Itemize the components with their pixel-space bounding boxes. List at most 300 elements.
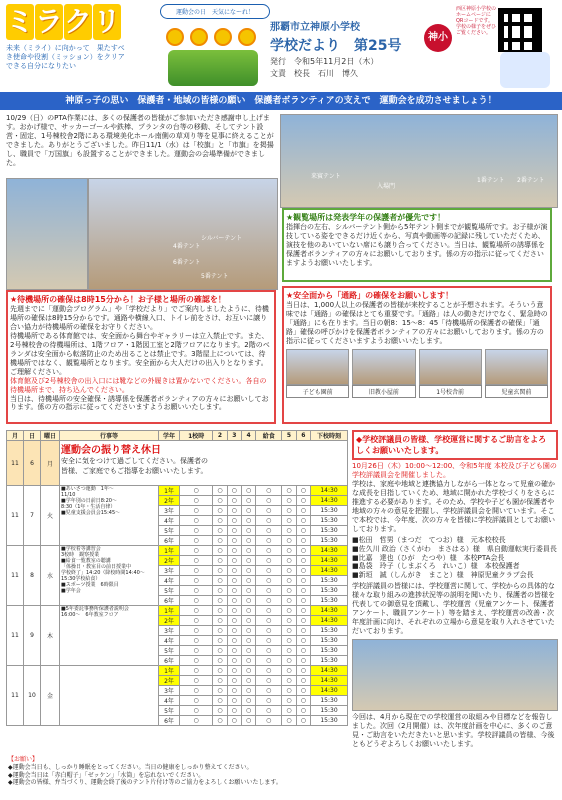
cell-day: 8 (24, 546, 41, 606)
cell-mark: ○ (227, 676, 241, 686)
cell-grade: 4年 (159, 516, 180, 526)
newsletter-title: 学校だより 第25号 (270, 38, 402, 54)
cell-mark: ○ (180, 686, 213, 696)
main-banner: 神原っ子の思い 保護者・地域の皆様の願い 保護者ボランティアの支えで 運動会を成功させましょう！ (0, 92, 562, 110)
cell-weekday: 水 (41, 546, 60, 606)
cell-mark: ○ (296, 576, 310, 586)
schedule-grade-row (7, 606, 348, 616)
passage-photo (419, 349, 482, 398)
author: 文責 校長 石川 博久 (270, 69, 358, 79)
event-line: 学校終了」14:20（降校時間14:40～15:30学校給食） (61, 570, 145, 582)
cell-grade: 2年 (159, 556, 180, 566)
cell-mark: ○ (213, 516, 227, 526)
cell-mark: ○ (227, 716, 241, 726)
photo-caption: 1号校舎前 (419, 385, 482, 398)
cell-dismissal: 15:30 (311, 636, 348, 646)
col-header: 2 (213, 431, 227, 441)
logo-char: ク (64, 5, 93, 38)
cell-grade: 2年 (159, 496, 180, 506)
cell-mark: ○ (296, 666, 310, 676)
cell-mark: ○ (256, 536, 282, 546)
note-item: ◆運動会の皆様、弁当づくり、運動会終了後のテント片付け等のご協力をよろしくお願いいたします。 (8, 779, 282, 787)
cell-mark: ○ (180, 556, 213, 566)
cell-mark: ○ (213, 716, 227, 726)
cell-mark: ○ (241, 506, 255, 516)
passage-photo (286, 349, 349, 398)
cell-mark: ○ (213, 646, 227, 656)
council-body: 学校は、家庭や地域と連携協力しながら一体となって児童の確かな成長を目指していくため、地域に開かれた学校づくりをさらに推進する必要があります。そのため、学校や子ども園が保護者や地域の方々の意見を把握し、学校評議員会を開いています。そこで本校では、今年度、次の方々を皆様に学校評議員としてお願いしております。 (352, 479, 555, 533)
cell-weekday: 月 (41, 441, 60, 486)
cell-mark: ○ (227, 656, 241, 666)
cell-mark: ○ (180, 616, 213, 626)
school-stamp-icon: 神小 (424, 24, 452, 52)
cell-mark: ○ (296, 566, 310, 576)
cell-mark: ○ (241, 646, 255, 656)
member-item: ■比嘉 達也（ひが たつや）様 本校PTA会長 (352, 553, 505, 562)
cell-mark: ○ (296, 706, 310, 716)
cell-grade: 6年 (159, 656, 180, 666)
cell-grade: 6年 (159, 596, 180, 606)
sunflower-icon (238, 28, 256, 46)
sunflowers (166, 28, 256, 46)
map-label: 入場門 (377, 183, 396, 190)
cell-dismissal: 15:30 (311, 526, 348, 536)
cell-mark: ○ (282, 706, 296, 716)
cell-mark: ○ (282, 546, 296, 556)
cell-mark: ○ (213, 686, 227, 696)
cell-grade: 5年 (159, 646, 180, 656)
school-name: 那覇市立神原小学校 (270, 22, 360, 33)
note-title: 【お願い】 (8, 756, 39, 763)
cell-dismissal: 15:30 (311, 576, 348, 586)
col-header: 4 (241, 431, 255, 441)
cell-mark: ○ (296, 586, 310, 596)
cell-mark: ○ (241, 536, 255, 546)
cell-mark: ○ (213, 556, 227, 566)
col-header: 日 (24, 431, 41, 441)
holiday-cell (60, 441, 348, 486)
photo-tents (280, 114, 558, 208)
cell-mark: ○ (213, 656, 227, 666)
event-line: ■学年会 (61, 588, 81, 594)
cell-mark: ○ (241, 686, 255, 696)
map-label: シルバーテント (201, 235, 243, 242)
cell-mark: ○ (282, 646, 296, 656)
schedule-section (6, 430, 348, 726)
cell-mark: ○ (241, 696, 255, 706)
waiting-area-text-2: 待機場所である体育館では、安全面から舞台やギャラリーは立入禁止です。また、2号棟校舎の待機場所は、1階フロア・1階図工室と2階フロアになります。2階のベランダは安全面から転落防止のため出ることは禁止です。3階屋上については、待機場所ではなく、観覧場所となります。安全面から大人だけの出入りとなります。ご理解ください。 (10, 331, 270, 376)
cell-mark: ○ (227, 686, 241, 696)
cell-mark: ○ (282, 626, 296, 636)
cell-mark: ○ (256, 706, 282, 716)
cell-mark: ○ (282, 536, 296, 546)
cell-weekday: 火 (41, 486, 60, 546)
cell-mark: ○ (213, 596, 227, 606)
cell-mark: ○ (227, 566, 241, 576)
schedule-day-row (7, 441, 348, 486)
cell-grade: 5年 (159, 706, 180, 716)
cell-dismissal: 14:30 (311, 556, 348, 566)
cell-dismissal: 15:30 (311, 706, 348, 716)
cell-month: 11 (7, 441, 24, 486)
cell-mark: ○ (241, 596, 255, 606)
cell-mark: ○ (241, 516, 255, 526)
cell-mark: ○ (227, 506, 241, 516)
cell-mark: ○ (180, 566, 213, 576)
cell-dismissal: 15:30 (311, 626, 348, 636)
cell-mark: ○ (282, 506, 296, 516)
cell-mark: ○ (282, 656, 296, 666)
cell-mark: ○ (256, 666, 282, 676)
cell-mark: ○ (227, 666, 241, 676)
cell-mark: ○ (282, 566, 296, 576)
cell-mark: ○ (296, 656, 310, 666)
passage-text: 当日は、1,000人以上の保護者の皆様が来校することが予想されます。そういう意味では「通路」の確保はとても重要です。「通路」は人の動きだけでなく、緊急時の「通路」にも在ります。当日の朝8：15～8：45「待機場所の保護者の確保」「通路」確保の呼びかけを保護者ボランティアの方々にお願いしております。係の方の指示に従ってくださいますようお願いいたします。 (286, 301, 548, 345)
sunflower-icon (190, 28, 208, 46)
cell-mark: ○ (213, 486, 227, 496)
map-label: 4番テント (173, 243, 201, 250)
map-label: 6番テント (173, 259, 201, 266)
event-line: ■学校着等講習会 (61, 546, 101, 552)
cell-mark: ○ (213, 586, 227, 596)
issue-date: 発行 令和5年11月2日（木） (270, 57, 379, 66)
cell-grade: 5年 (159, 586, 180, 596)
cell-events (60, 546, 159, 606)
cell-day: 10 (24, 666, 41, 726)
viewing-area-text: 指揮台の左右、シルバーテント側から5年テント側までが観覧場所です。お子様が演技している姿をできるだけ近くから、写真や動画等の記録に残していただくため、演技を他のあいていない席にも譲り合ってください。当日は、観覧場所の誘導係を保護者ボランティアの方々にお願いしております。係の方の指示に従ってくださいますようお願いいたします。 (286, 223, 548, 267)
cell-mark: ○ (282, 636, 296, 646)
event-line: 8:30（1年・生活自律） (61, 504, 116, 510)
cell-mark: ○ (296, 616, 310, 626)
map-label: 1番テント (477, 177, 505, 184)
cell-grade: 1年 (159, 486, 180, 496)
cell-mark: ○ (180, 636, 213, 646)
cell-mark: ○ (227, 536, 241, 546)
cell-mark: ○ (282, 716, 296, 726)
cell-grade: 1年 (159, 606, 180, 616)
cell-mark: ○ (213, 496, 227, 506)
cell-mark: ○ (282, 666, 296, 676)
sunflower-icon (214, 28, 232, 46)
cell-mark: ○ (227, 606, 241, 616)
cell-dismissal: 15:30 (311, 516, 348, 526)
cell-dismissal: 14:30 (311, 666, 348, 676)
cell-mark: ○ (296, 496, 310, 506)
cell-dismissal: 15:30 (311, 586, 348, 596)
map-label: 2番テント (517, 177, 545, 184)
flower-field-illustration (168, 50, 258, 86)
cell-mark: ○ (180, 656, 213, 666)
council-body-3: 今回は、4月から現在での学校運営の取組みや目標などを報告しました。次回（2月開催）は、次年度計画を中心に、多くのご意見・ご助言をいただきたいと思います。学校評議員の皆様、今後ともどうぞよろしくお願いいたします。 (352, 713, 555, 748)
cell-mark: ○ (256, 506, 282, 516)
cell-month: 11 (7, 666, 24, 726)
col-header: 1校時 (180, 431, 213, 441)
col-header: 学年 (159, 431, 180, 441)
cell-mark: ○ (256, 596, 282, 606)
tagline-line: き使命や役割（ミッション）をクリア (6, 53, 125, 62)
cell-mark: ○ (282, 486, 296, 496)
cell-mark: ○ (227, 546, 241, 556)
cell-mark: ○ (282, 686, 296, 696)
cell-dismissal: 14:30 (311, 676, 348, 686)
cell-mark: ○ (227, 586, 241, 596)
cell-mark: ○ (256, 616, 282, 626)
schedule-table (6, 430, 348, 726)
cell-mark: ○ (180, 646, 213, 656)
cell-dismissal: 14:30 (311, 546, 348, 556)
col-header: 6 (296, 431, 310, 441)
cell-mark: ○ (296, 696, 310, 706)
photo-caption: 児童玄関前 (485, 385, 548, 398)
cell-mark: ○ (296, 686, 310, 696)
col-header: 行事等 (60, 431, 159, 441)
cell-mark: ○ (296, 646, 310, 656)
cell-mark: ○ (282, 596, 296, 606)
cell-mark: ○ (213, 666, 227, 676)
note-item: ◆運動会当日は「赤白帽子」「ゼッケン」「水筒」を忘れないでください。 (8, 771, 205, 779)
cell-mark: ○ (241, 586, 255, 596)
cell-dismissal: 14:30 (311, 566, 348, 576)
cell-mark: ○ (282, 556, 296, 566)
cell-mark: ○ (241, 676, 255, 686)
cell-mark: ○ (213, 546, 227, 556)
cell-mark: ○ (180, 586, 213, 596)
cell-mark: ○ (256, 636, 282, 646)
cell-mark: ○ (227, 526, 241, 536)
event-line: ■スポーツ授業 6時限目 (61, 582, 119, 588)
cell-grade: 6年 (159, 536, 180, 546)
cell-mark: ○ (296, 626, 310, 636)
cell-grade: 3年 (159, 686, 180, 696)
cell-mark: ○ (256, 486, 282, 496)
photo-council-meeting (352, 639, 558, 711)
cell-mark: ○ (180, 506, 213, 516)
cell-mark: ○ (213, 696, 227, 706)
cell-events (60, 486, 159, 546)
cell-mark: ○ (241, 706, 255, 716)
cell-dismissal: 14:30 (311, 606, 348, 616)
cell-mark: ○ (282, 696, 296, 706)
col-header: 5 (282, 431, 296, 441)
cell-grade: 2年 (159, 676, 180, 686)
cell-mark: ○ (241, 566, 255, 576)
cell-mark: ○ (296, 536, 310, 546)
holiday-note: 安全に気をつけて過ごしてください。保護者の皆様、ご家庭でもご指導をお願いいたします。 (61, 457, 208, 475)
cell-mark: ○ (241, 496, 255, 506)
cell-mark: ○ (241, 666, 255, 676)
cell-mark: ○ (256, 546, 282, 556)
cell-mark: ○ (180, 576, 213, 586)
cell-mark: ○ (180, 496, 213, 506)
qr-code-icon[interactable] (498, 8, 542, 52)
cell-mark: ○ (227, 636, 241, 646)
cell-mark: ○ (213, 526, 227, 536)
intro-text: 10/29（日）のPTA作業には、多くの保護者の皆様がご参加いただき感謝申し上げます。おかげ様で、サッカーゴールや鉄棒、プランタの台等の移動、そしてテント設営・固定、1号棟校舎2階にある環境美化ホール南側の草刈り等を見事に終えることができました。ありがとうございました。昨日11/1（水）は「校旗」と「市旗」を掲揚し、職員で「万国旗」も設置することができました。運動会の会場準備ができました。 (6, 114, 274, 167)
event-line: 16:00～ 6年教室フロア (61, 612, 119, 618)
schedule-grade-row (7, 546, 348, 556)
event-line: 3校時 観察授業 (61, 552, 100, 558)
logo-char: リ (93, 5, 122, 38)
passage-photo (352, 349, 415, 398)
cell-mark: ○ (180, 706, 213, 716)
member-item: ■松田 哲男（まつだ てつお）様 元本校校長 (352, 535, 506, 544)
cell-mark: ○ (227, 696, 241, 706)
cell-dismissal: 14:30 (311, 486, 348, 496)
cell-mark: ○ (213, 676, 227, 686)
cell-mark: ○ (256, 676, 282, 686)
cell-mark: ○ (241, 626, 255, 636)
event-line: ■児童支援会員会15:45～ (61, 510, 121, 516)
cell-grade: 2年 (159, 616, 180, 626)
cell-month: 11 (7, 606, 24, 666)
cell-dismissal: 14:30 (311, 496, 348, 506)
cell-dismissal: 15:30 (311, 646, 348, 656)
cell-mark: ○ (296, 606, 310, 616)
cell-weekday: 金 (41, 666, 60, 726)
note-item: ◆運動会当日も、しっかり睡眠をとってください。当日の健康をしっかり整えてください。 (8, 763, 253, 771)
cell-mark: ○ (296, 716, 310, 726)
cell-dismissal: 14:30 (311, 686, 348, 696)
logo (6, 4, 156, 44)
cell-mark: ○ (227, 486, 241, 496)
passage-title: ★安全面から「通路」の確保をお願いします！ (286, 291, 454, 300)
cell-mark: ○ (282, 516, 296, 526)
council-body-2: 学校評議員の皆様には、学校運営に関して、学校からの具体的な様々な取り組みの進捗状況等の説明を聞いたり、保護者の皆様を代表しての御意見を頂戴し、学校運営（児童アンケート、保護者アンケート、職員アンケート）等を踏まえ、学校運営の改善・次年度計画に向け、それぞれの立場から意見を取り入れさせていただいております。 (352, 582, 555, 636)
cell-grade: 4年 (159, 636, 180, 646)
cell-mark: ○ (256, 586, 282, 596)
viewing-area-box (282, 208, 552, 282)
member-item: ■島袋 玲子（しまぶくろ れいこ）様 本校保護者 (352, 562, 520, 571)
cell-mark: ○ (180, 716, 213, 726)
cell-grade: 6年 (159, 716, 180, 726)
cell-mark: ○ (241, 576, 255, 586)
cell-dismissal: 15:30 (311, 536, 348, 546)
cell-mark: ○ (256, 516, 282, 526)
cell-mark: ○ (213, 536, 227, 546)
cell-mark: ○ (256, 626, 282, 636)
cell-grade: 1年 (159, 546, 180, 556)
cell-mark: ○ (213, 706, 227, 716)
cell-mark: ○ (180, 626, 213, 636)
speech-bubble: 運動会の日 天気になーれ！ (160, 4, 270, 19)
passage-photo (485, 349, 548, 398)
tagline-line: できる自分になりたい (6, 62, 76, 71)
cell-mark: ○ (282, 616, 296, 626)
cell-dismissal: 15:30 (311, 506, 348, 516)
schedule-grade-row (7, 486, 348, 496)
cell-grade: 4年 (159, 696, 180, 706)
passage-box (282, 286, 552, 424)
cell-mark: ○ (296, 526, 310, 536)
col-header: 給食 (256, 431, 282, 441)
cell-mark: ○ (256, 686, 282, 696)
cell-mark: ○ (241, 616, 255, 626)
cell-mark: ○ (180, 516, 213, 526)
cell-mark: ○ (282, 576, 296, 586)
cell-mark: ○ (227, 496, 241, 506)
cell-mark: ○ (256, 606, 282, 616)
cell-mark: ○ (213, 616, 227, 626)
cell-mark: ○ (180, 536, 213, 546)
cell-weekday: 木 (41, 606, 60, 666)
cell-mark: ○ (180, 596, 213, 606)
cell-grade: 3年 (159, 566, 180, 576)
cell-mark: ○ (296, 486, 310, 496)
cell-mark: ○ (296, 506, 310, 516)
cell-mark: ○ (180, 606, 213, 616)
cell-mark: ○ (296, 676, 310, 686)
cell-mark: ○ (256, 496, 282, 506)
cell-events (60, 606, 159, 666)
col-header: 3 (227, 431, 241, 441)
cell-mark: ○ (227, 616, 241, 626)
schedule-grade-row (7, 666, 348, 676)
notes (8, 756, 346, 787)
map-label: 来賓テント (311, 173, 341, 180)
cell-events (60, 666, 159, 726)
title-block (270, 18, 418, 86)
member-item: ■新垣 誠（しんがき まこと）様 神原児童クラブ会長 (352, 571, 534, 580)
council-members (352, 536, 558, 581)
cell-mark: ○ (227, 556, 241, 566)
cell-mark: ○ (241, 526, 255, 536)
cell-mark: ○ (296, 516, 310, 526)
viewing-area-title: ★観覧場所は発表学年の保護者が優先です！ (286, 213, 446, 222)
cell-mark: ○ (227, 706, 241, 716)
cell-mark: ○ (256, 696, 282, 706)
cell-mark: ○ (213, 606, 227, 616)
tagline (6, 44, 156, 71)
cell-mark: ○ (227, 516, 241, 526)
cell-mark: ○ (282, 606, 296, 616)
waiting-area-text-4: 当日は、待機場所の安全確保・誘導係を保護者ボランティアの方々にお願いしております。係の方の指示に従ってくださいますようお願いいたします。 (10, 394, 269, 412)
cell-mark: ○ (241, 606, 255, 616)
event-line: 11/10 (61, 492, 76, 498)
cell-mark: ○ (213, 626, 227, 636)
cell-grade: 5年 (159, 526, 180, 536)
cell-mark: ○ (296, 546, 310, 556)
cell-mark: ○ (213, 506, 227, 516)
col-header: 下校時刻 (311, 431, 348, 441)
cell-mark: ○ (241, 556, 255, 566)
cell-mark: ○ (282, 496, 296, 506)
event-line: ■5年委託事務所保護者説明会 (61, 606, 129, 612)
waiting-area-box (6, 290, 276, 424)
photo-caption: 子ども園前 (286, 385, 349, 398)
photo-flagpole (6, 178, 88, 290)
cell-day: 7 (24, 486, 41, 546)
cell-mark: ○ (227, 646, 241, 656)
mascot-illustration (500, 52, 550, 88)
cell-dismissal: 15:30 (311, 656, 348, 666)
cell-mark: ○ (296, 596, 310, 606)
cell-mark: ○ (180, 546, 213, 556)
photo-caption: 旧教小屋前 (352, 385, 415, 398)
cell-mark: ○ (282, 526, 296, 536)
cell-mark: ○ (180, 526, 213, 536)
cell-day: 9 (24, 606, 41, 666)
cell-mark: ○ (256, 656, 282, 666)
cell-mark: ○ (213, 576, 227, 586)
cell-dismissal: 15:30 (311, 596, 348, 606)
cell-mark: ○ (296, 636, 310, 646)
cell-dismissal: 15:30 (311, 696, 348, 706)
cell-grade: 3年 (159, 626, 180, 636)
council-date: 10月26日（木）10:00～12:00、令和5年度 本校及び子ども園の学校評議員会を開催しました。 (352, 462, 557, 479)
cell-day: 6 (24, 441, 41, 486)
qr-note: 西区神原小学校のホームページにQRコードです。学校の様子をぜひご覧ください。 (456, 6, 497, 36)
cell-mark: ○ (256, 576, 282, 586)
